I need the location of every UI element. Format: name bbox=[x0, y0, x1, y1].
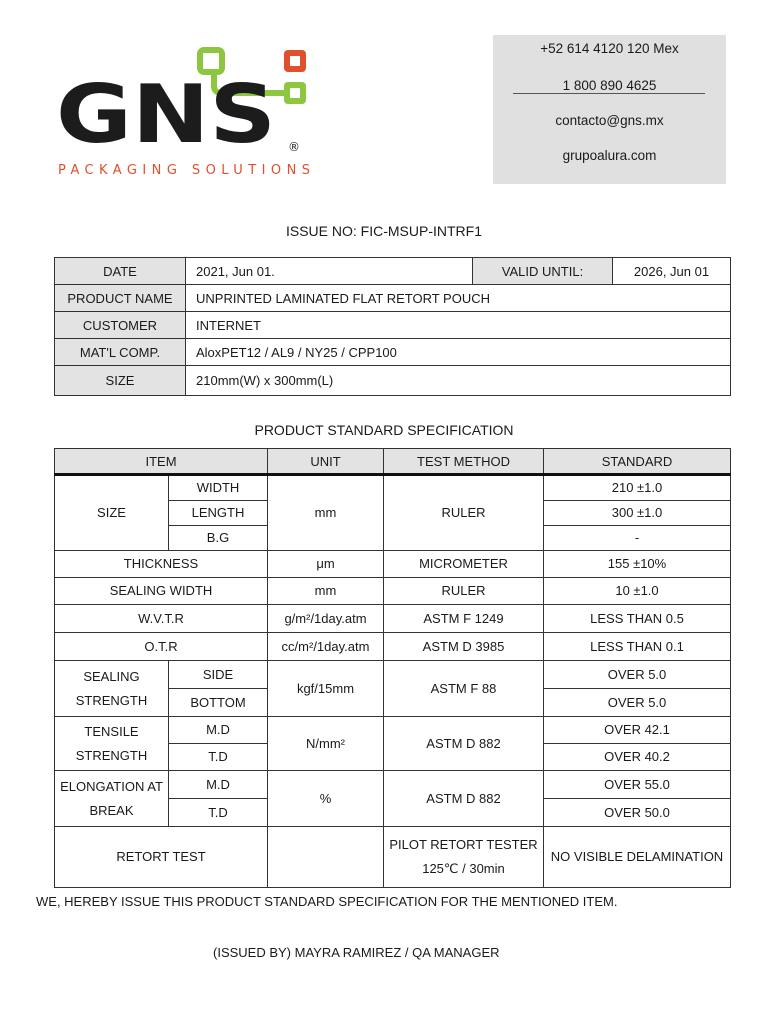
size-bg-standard: - bbox=[544, 526, 731, 551]
elongation-unit: % bbox=[268, 771, 384, 827]
sealing-width-unit: mm bbox=[268, 578, 384, 605]
company-logo bbox=[56, 46, 318, 180]
elongation-td: T.D bbox=[169, 799, 268, 827]
contact-phone-mex: +52 614 4120 120 Mex bbox=[540, 41, 679, 56]
header-test-method: TEST METHOD bbox=[384, 449, 544, 475]
sealing-strength-method: ASTM F 88 bbox=[384, 661, 544, 717]
table-row bbox=[55, 605, 731, 633]
size-unit: mm bbox=[268, 475, 384, 551]
thickness-method: MICROMETER bbox=[384, 551, 544, 578]
retort-method bbox=[384, 827, 544, 888]
otr-standard: LESS THAN 0.1 bbox=[544, 633, 731, 661]
issued-by: (ISSUED BY) MAYRA RAMIREZ / QA MANAGER bbox=[213, 945, 500, 960]
date-value: 2021, Jun 01. bbox=[186, 258, 473, 285]
product-name-value: UNPRINTED LAMINATED FLAT RETORT POUCH bbox=[186, 285, 731, 312]
size-value: 210mm(W) x 300mm(L) bbox=[186, 366, 731, 396]
otr-unit: cc/m²/1day.atm bbox=[268, 633, 384, 661]
product-name-label: PRODUCT NAME bbox=[55, 285, 186, 312]
retort-method-2: 125℃ / 30min bbox=[422, 861, 505, 876]
header-unit: UNIT bbox=[268, 449, 384, 475]
material-label: MAT'L COMP. bbox=[55, 339, 186, 366]
logo-subtitle: PACKAGING SOLUTIONS bbox=[58, 163, 310, 178]
table-row bbox=[55, 771, 731, 799]
valid-until-value: 2026, Jun 01 bbox=[613, 258, 731, 285]
wvtr-standard: LESS THAN 0.5 bbox=[544, 605, 731, 633]
elongation-td-standard: OVER 50.0 bbox=[544, 799, 731, 827]
table-row bbox=[55, 661, 731, 689]
retort-item: RETORT TEST bbox=[55, 827, 268, 888]
retort-method-1: PILOT RETORT TESTER bbox=[389, 837, 538, 852]
info-table bbox=[54, 257, 731, 396]
retort-unit bbox=[268, 827, 384, 888]
elongation-label-2: BREAK bbox=[89, 802, 134, 818]
table-row bbox=[55, 717, 731, 744]
customer-value: INTERNET bbox=[186, 312, 731, 339]
customer-label: CUSTOMER bbox=[55, 312, 186, 339]
wvtr-method: ASTM F 1249 bbox=[384, 605, 544, 633]
contact-box bbox=[493, 35, 726, 184]
size-width-standard: 210 ±1.0 bbox=[544, 475, 731, 501]
wvtr-item: W.V.T.R bbox=[55, 605, 268, 633]
contact-website[interactable]: grupoalura.com bbox=[562, 148, 657, 163]
table-row bbox=[55, 578, 731, 605]
size-label: SIZE bbox=[55, 366, 186, 396]
info-row-material bbox=[55, 339, 731, 366]
size-bg: B.G bbox=[169, 526, 268, 551]
date-label: DATE bbox=[55, 258, 186, 285]
contact-phone-tollfree: 1 800 890 4625 bbox=[562, 78, 657, 93]
elongation-item bbox=[55, 771, 169, 827]
sealing-strength-unit: kgf/15mm bbox=[268, 661, 384, 717]
tensile-strength-item bbox=[55, 717, 169, 771]
info-row-size bbox=[55, 366, 731, 396]
tensile-md: M.D bbox=[169, 717, 268, 744]
sealing-strength-side-standard: OVER 5.0 bbox=[544, 661, 731, 689]
size-width: WIDTH bbox=[169, 475, 268, 501]
tensile-unit: N/mm² bbox=[268, 717, 384, 771]
size-length: LENGTH bbox=[169, 501, 268, 526]
logo-registered: ® bbox=[288, 140, 300, 154]
size-method: RULER bbox=[384, 475, 544, 551]
sealing-strength-bottom: BOTTOM bbox=[169, 689, 268, 717]
table-row bbox=[55, 551, 731, 578]
tensile-md-standard: OVER 42.1 bbox=[544, 717, 731, 744]
issue-number: ISSUE NO: FIC-MSUP-INTRF1 bbox=[285, 223, 482, 239]
spec-table bbox=[54, 448, 731, 888]
material-value: AloxPET12 / AL9 / NY25 / CPP100 bbox=[186, 339, 731, 366]
header-item: ITEM bbox=[55, 449, 268, 475]
table-row bbox=[55, 475, 731, 501]
retort-standard: NO VISIBLE DELAMINATION bbox=[544, 827, 731, 888]
table-row bbox=[55, 633, 731, 661]
elongation-label-1: ELONGATION AT bbox=[60, 778, 163, 794]
tensile-method: ASTM D 882 bbox=[384, 717, 544, 771]
tensile-label-2: STRENGTH bbox=[75, 747, 148, 763]
elongation-method: ASTM D 882 bbox=[384, 771, 544, 827]
tensile-td: T.D bbox=[169, 744, 268, 771]
elongation-md: M.D bbox=[169, 771, 268, 799]
tensile-td-standard: OVER 40.2 bbox=[544, 744, 731, 771]
info-row-date bbox=[55, 258, 731, 285]
thickness-item: THICKNESS bbox=[55, 551, 268, 578]
otr-method: ASTM D 3985 bbox=[384, 633, 544, 661]
thickness-unit: μm bbox=[268, 551, 384, 578]
sealing-strength-bottom-standard: OVER 5.0 bbox=[544, 689, 731, 717]
tensile-label-1: TENSILE bbox=[84, 723, 139, 739]
valid-until-label: VALID UNTIL: bbox=[473, 258, 613, 285]
thickness-standard: 155 ±10% bbox=[544, 551, 731, 578]
spec-title: PRODUCT STANDARD SPECIFICATION bbox=[254, 422, 514, 438]
sealing-width-item: SEALING WIDTH bbox=[55, 578, 268, 605]
info-row-product bbox=[55, 285, 731, 312]
sealing-strength-side: SIDE bbox=[169, 661, 268, 689]
contact-divider bbox=[513, 93, 705, 94]
wvtr-unit: g/m²/1day.atm bbox=[268, 605, 384, 633]
elongation-md-standard: OVER 55.0 bbox=[544, 771, 731, 799]
size-length-standard: 300 ±1.0 bbox=[544, 501, 731, 526]
logo-wordmark: GNS bbox=[56, 68, 276, 161]
spec-header-row bbox=[55, 449, 731, 475]
otr-item: O.T.R bbox=[55, 633, 268, 661]
sealing-strength-item bbox=[55, 661, 169, 717]
sealing-strength-label-2: STRENGTH bbox=[75, 692, 148, 708]
header-standard: STANDARD bbox=[544, 449, 731, 475]
sealing-width-method: RULER bbox=[384, 578, 544, 605]
sealing-width-standard: 10 ±1.0 bbox=[544, 578, 731, 605]
size-item: SIZE bbox=[55, 475, 169, 551]
sealing-strength-label-1: SEALING bbox=[83, 668, 140, 684]
contact-email[interactable]: contacto@gns.mx bbox=[555, 113, 664, 128]
info-row-customer bbox=[55, 312, 731, 339]
issue-statement: WE, HEREBY ISSUE THIS PRODUCT STANDARD SPECIFICATION FOR THE MENTIONED ITEM. bbox=[36, 894, 618, 909]
table-row bbox=[55, 827, 731, 888]
